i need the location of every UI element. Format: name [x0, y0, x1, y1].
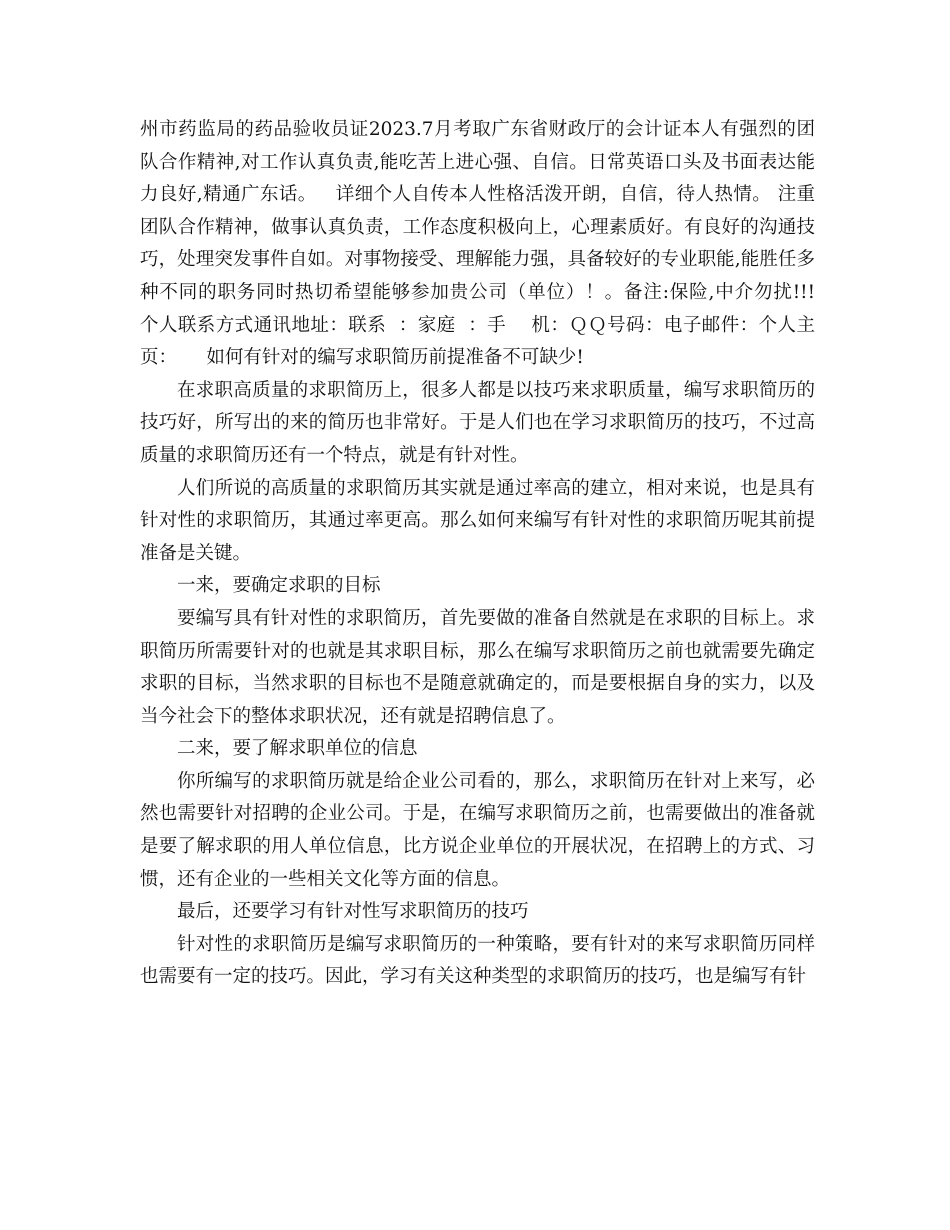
- paragraph-personal-info: 州市药监局的药品验收员证2023.7月考取广东省财政厅的会计证本人有强烈的团队合作精神,对工作认真负责,能吃苦上进心强、自信。日常英语口头及书面表达能力良好,精通广东话。 详细个人自传本人性格活泼开朗，自信，待人热情。 注重团队合作精神，做事认真负责，工作态度积极向上，心理素质好。有良好的沟通技巧，处理突发事件自如。对事物接受、理解能力强，具备较好的专业职能,能胜任多种不同的职务同时热切希望能够参加贵公司（单位）！。备注:保险,中介勿扰!!! 个人联系方式通讯地址：联系 ：家庭 ：手 机：ＱＱ号码：电子邮件：个人主页： 如何有针对的编写求职简历前提准备不可缺少!: [140, 119, 827, 369]
- paragraph-second-step: 你所编写的求职简历就是给企业公司看的，那么，求职简历在针对上来写，必然也需要针对招聘的企业公司。于是，在编写求职简历之前，也需要做出的准备就是要了解求职的用人单位信息，比方说企业单位的开展状况，在招聘上的方式、习惯，还有企业的一些相关文化等方面的信息。: [140, 770, 815, 890]
- heading-second-step: 二来，要了解求职单位的信息: [177, 738, 418, 760]
- paragraph-last-step: 针对性的求职简历是编写求职简历的一种策略，要有针对的来写求职简历同样也需要有一定的技巧。因此，学习有关这种类型的求职简历的技巧，也是编写有针: [140, 933, 815, 988]
- paragraph-intro: 在求职高质量的求职简历上，很多人都是以技巧来求职质量，编写求职简历的技巧好，所写出的来的简历也非常好。于是人们也在学习求职简历的技巧，不过高质量的求职简历还有一个特点，就是有针对性。: [140, 379, 815, 466]
- paragraph-first-step: 要编写具有针对性的求职简历，首先要做的准备自然就是在求职的目标上。求职简历所需要针对的也就是其求职目标，那么在编写求职简历之前也就需要先确定求职的目标，当然求职的目标也不是随意就确定的，而是要根据自身的实力，以及当今社会下的整体求职状况，还有就是招聘信息了。: [140, 607, 815, 727]
- document-body: [140, 114, 827, 994]
- heading-last-step: 最后，还要学习有针对性写求职简历的技巧: [177, 901, 529, 923]
- heading-first-step: 一来，要确定求职的目标: [177, 575, 381, 597]
- paragraph-high-quality: 人们所说的高质量的求职简历其实就是通过率高的建立，相对来说，也是具有针对性的求职简历，其通过率更高。那么如何来编写有针对性的求职简历呢其前提准备是关键。: [140, 477, 815, 564]
